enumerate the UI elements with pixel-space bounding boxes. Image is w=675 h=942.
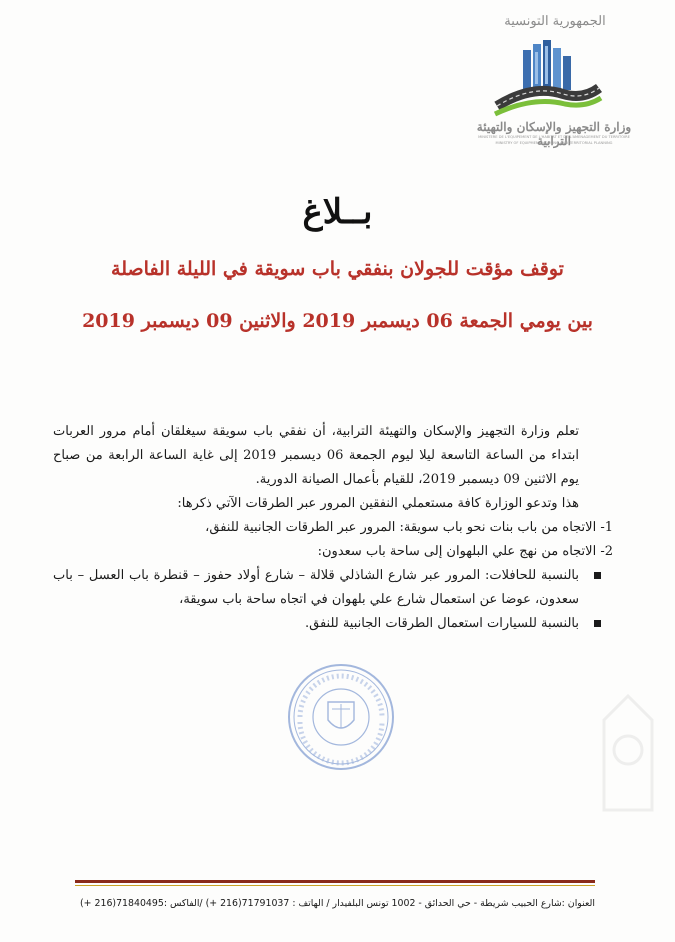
- ministry-name-french: MINISTERE DE L'EQUIPEMENT DE L'HABITAT ET DE L'AMENAGEMENT DU TERRITOIRE: [478, 135, 630, 139]
- republic-heading: الجمهورية التونسية: [504, 14, 606, 29]
- ministry-name-english: MINISTRY OF EQUIPMENT HOUSING AND TERRITORIAL PLANNING: [495, 141, 613, 145]
- body-paragraph-1: تعلم وزارة التجهيز والإسكان والتهيئة الترابية، أن نفقي باب سويقة سيغلقان أمام مرور العربات ابتداء من الساعة التاسعة ليلا ليوم الجمعة 06 ديسمبر 2019 إلى غاية الساعة الرابعة من صباح يوم الاثنين 09 ديسمبر 2019، للقيام بأعمال الصيانة الدورية.: [53, 424, 580, 487]
- route-item-1: 1- الاتجاه من باب بنات نحو باب سويقة: المرور عبر الطرقات الجانبية للنفق،: [205, 520, 613, 535]
- square-bullet-icon: [594, 620, 601, 627]
- list-item: [53, 612, 613, 636]
- route-item-2: 2- الاتجاه من نهج علي البلهوان إلى ساحة باب سعدون:: [317, 544, 613, 559]
- announcement-subtitle-1: توقف مؤقت للجولان بنفقي باب سويقة في الليلة الفاصلة: [111, 258, 564, 280]
- footer-address: العنوان :شارع الحبيب شريطة - حي الحدائق - 1002 تونس البلفيدار / الهاتف : 71791037(216 +) /الفاكس :71840495(216 +): [80, 898, 595, 909]
- ministry-logo-icon: [493, 40, 603, 118]
- square-bullet-icon: [594, 572, 601, 579]
- announcement-title: بــلاغ: [302, 192, 373, 232]
- body-paragraph-2: هذا وتدعو الوزارة كافة مستعملي النفقين المرور عبر الطرقات الآتي ذكرها:: [177, 496, 579, 511]
- watermark-icon: [598, 690, 658, 820]
- ministry-name-arabic: وزارة التجهيز والإسكان والتهيئة الترابية: [476, 120, 632, 148]
- announcement-subtitle-2: بين يومي الجمعة 06 ديسمبر 2019 والاثنين 09 ديسمبر 2019: [82, 310, 593, 332]
- official-stamp-icon: [286, 662, 396, 772]
- route-bullet-list: [53, 564, 613, 636]
- bullet-text-buses: بالنسبة للحافلات: المرور عبر شارع الشاذلي قلالة – شارع أولاد حفوز – قنطرة باب العسل – باب سعدون، عوضا عن استعمال شارع علي بلهوان في اتجاه ساحة باب سويقة،: [53, 568, 579, 607]
- footer-divider: [75, 880, 595, 883]
- announcement-body: [53, 420, 613, 636]
- footer-divider-accent: [75, 885, 595, 886]
- bullet-text-cars: بالنسبة للسيارات استعمال الطرقات الجانبية للنفق.: [304, 616, 579, 631]
- list-item: [53, 564, 613, 612]
